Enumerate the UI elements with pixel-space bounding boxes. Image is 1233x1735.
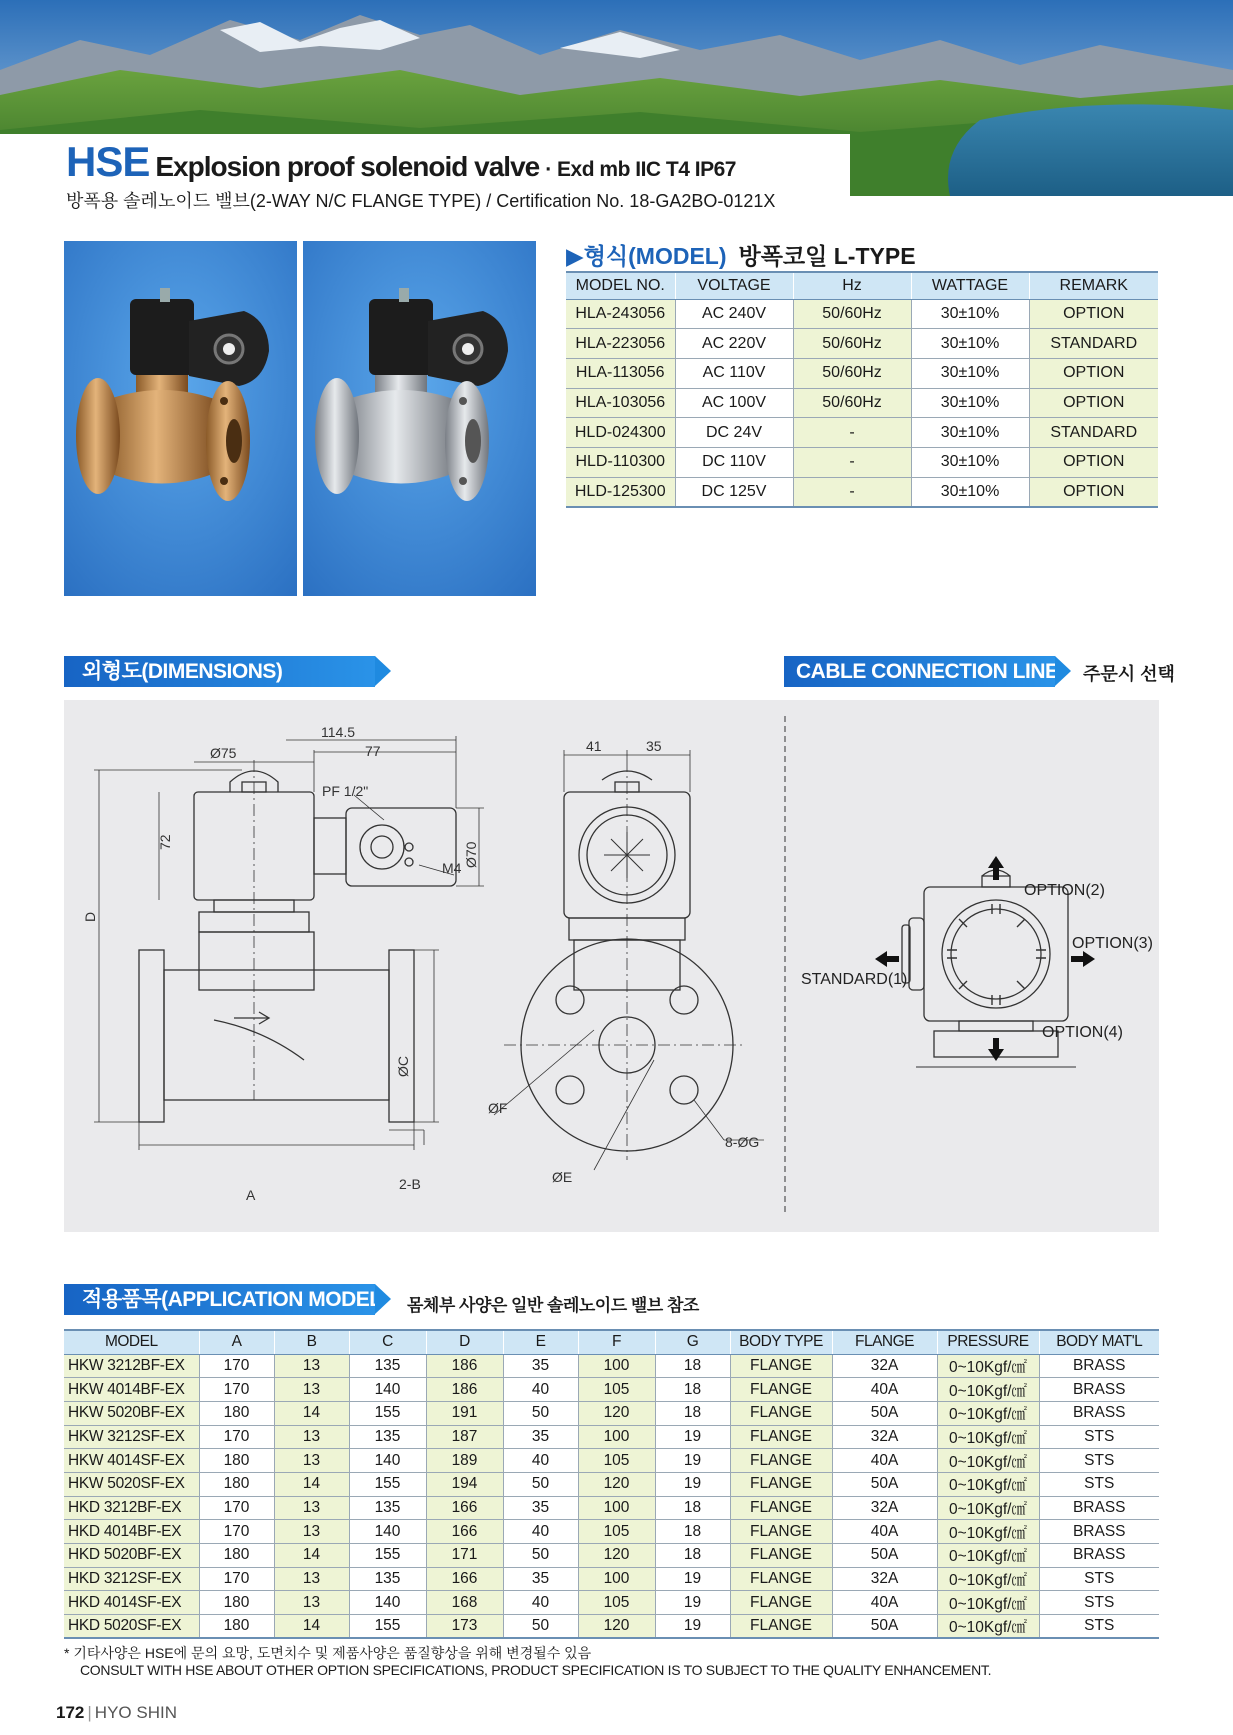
table-cell: DC 110V: [675, 447, 793, 477]
table-cell: 50/60Hz: [793, 388, 911, 418]
table-cell: -: [793, 477, 911, 507]
table-cell: AC 220V: [675, 329, 793, 359]
table-cell: HKD 5020SF-EX: [64, 1615, 199, 1639]
table-cell: 0~10Kgf/㎠: [937, 1544, 1039, 1568]
dim-a: A: [246, 1187, 256, 1203]
col-body-matl: BODY MAT'L: [1039, 1330, 1159, 1354]
table-cell: 19: [655, 1425, 730, 1449]
table-cell: 155: [349, 1472, 426, 1496]
model-heading-blue: ▶형식(MODEL): [566, 243, 727, 269]
table-cell: 30±10%: [911, 388, 1029, 418]
table-cell: HKW 5020BF-EX: [64, 1401, 199, 1425]
table-cell: AC 110V: [675, 358, 793, 388]
table-cell: AC 100V: [675, 388, 793, 418]
table-cell: 140: [349, 1378, 426, 1402]
rating-label: · Exd mb IIC T4 IP67: [545, 158, 736, 181]
table-cell: BRASS: [1039, 1378, 1159, 1402]
table-cell: 180: [199, 1615, 274, 1639]
table-cell: 170: [199, 1567, 274, 1591]
dim-df: ØF: [488, 1100, 508, 1116]
table-cell: 189: [426, 1449, 503, 1473]
product-photo: [64, 241, 536, 596]
table-cell: 40A: [832, 1591, 937, 1615]
table-cell: 40: [503, 1520, 578, 1544]
brand-name: HYO SHIN: [94, 1703, 177, 1722]
table-cell: 180: [199, 1401, 274, 1425]
col-voltage: VOLTAGE: [675, 272, 793, 299]
model-heading: [566, 238, 916, 271]
table-cell: HKW 5020SF-EX: [64, 1472, 199, 1496]
table-cell: BRASS: [1039, 1544, 1159, 1568]
table-cell: 191: [426, 1401, 503, 1425]
dim-114: 114.5: [321, 724, 355, 740]
side-view: [94, 736, 484, 1150]
table-cell: HKD 3212SF-EX: [64, 1567, 199, 1591]
dim-77: 77: [365, 743, 381, 759]
application-table-row: [64, 1496, 1159, 1520]
table-cell: 50/60Hz: [793, 358, 911, 388]
table-cell: HLA-223056: [566, 329, 675, 359]
front-view: [494, 750, 764, 1170]
table-cell: -: [793, 418, 911, 448]
table-cell: 0~10Kgf/㎠: [937, 1591, 1039, 1615]
table-cell: 35: [503, 1567, 578, 1591]
table-cell: 135: [349, 1425, 426, 1449]
model-table-row: [566, 477, 1158, 507]
table-cell: 180: [199, 1472, 274, 1496]
table-cell: BRASS: [1039, 1520, 1159, 1544]
dim-d: D: [82, 911, 98, 922]
table-cell: 166: [426, 1496, 503, 1520]
subtitle: 방폭용 솔레노이드 밸브(2-WAY N/C FLANGE TYPE) / Certification No. 18-GA2BO-0121X: [66, 191, 776, 211]
col-pressure: PRESSURE: [937, 1330, 1039, 1354]
table-cell: 35: [503, 1354, 578, 1378]
option-3-label: OPTION(3): [1072, 935, 1153, 952]
page-separator: |: [87, 1703, 92, 1722]
table-cell: 18: [655, 1401, 730, 1425]
table-cell: 30±10%: [911, 329, 1029, 359]
cable-heading: CABLE CONNECTION LINE: [784, 656, 1055, 687]
table-cell: 32A: [832, 1354, 937, 1378]
table-cell: 40A: [832, 1520, 937, 1544]
page-number: 172: [56, 1703, 85, 1722]
table-cell: FLANGE: [730, 1354, 832, 1378]
table-cell: 50A: [832, 1472, 937, 1496]
table-cell: 180: [199, 1544, 274, 1568]
model-table-header: [566, 272, 1158, 299]
table-cell: FLANGE: [730, 1378, 832, 1402]
dimension-drawing: [64, 700, 1159, 1232]
col-hz: Hz: [793, 272, 911, 299]
table-cell: 19: [655, 1472, 730, 1496]
table-cell: 32A: [832, 1425, 937, 1449]
table-cell: 187: [426, 1425, 503, 1449]
table-cell: 186: [426, 1354, 503, 1378]
table-cell: 194: [426, 1472, 503, 1496]
application-heading: 적용품목(APPLICATION MODEL): [64, 1284, 375, 1315]
table-cell: STS: [1039, 1567, 1159, 1591]
option-4-label: OPTION(4): [1042, 1024, 1123, 1041]
table-cell: 170: [199, 1354, 274, 1378]
table-cell: 140: [349, 1520, 426, 1544]
table-cell: 120: [578, 1401, 655, 1425]
table-cell: 170: [199, 1378, 274, 1402]
table-cell: FLANGE: [730, 1544, 832, 1568]
model-table-row: [566, 299, 1158, 329]
table-cell: 30±10%: [911, 447, 1029, 477]
dim-d70: Ø70: [463, 841, 479, 868]
table-cell: STS: [1039, 1615, 1159, 1639]
table-cell: 40A: [832, 1378, 937, 1402]
table-cell: 30±10%: [911, 477, 1029, 507]
table-cell: FLANGE: [730, 1567, 832, 1591]
table-cell: 155: [349, 1544, 426, 1568]
table-cell: 18: [655, 1378, 730, 1402]
table-cell: 168: [426, 1591, 503, 1615]
application-table-row: [64, 1567, 1159, 1591]
table-cell: HLD-024300: [566, 418, 675, 448]
table-cell: 100: [578, 1354, 655, 1378]
table-cell: 0~10Kgf/㎠: [937, 1520, 1039, 1544]
table-cell: 0~10Kgf/㎠: [937, 1401, 1039, 1425]
table-cell: 40A: [832, 1449, 937, 1473]
table-cell: DC 24V: [675, 418, 793, 448]
table-cell: 50A: [832, 1401, 937, 1425]
col-model: MODEL: [64, 1330, 199, 1354]
table-cell: 13: [274, 1567, 349, 1591]
col-remark: REMARK: [1029, 272, 1158, 299]
table-cell: HKW 4014BF-EX: [64, 1378, 199, 1402]
table-cell: 30±10%: [911, 358, 1029, 388]
table-cell: 18: [655, 1520, 730, 1544]
table-cell: 0~10Kgf/㎠: [937, 1378, 1039, 1402]
table-cell: 35: [503, 1425, 578, 1449]
dim-72: 72: [157, 834, 173, 850]
table-cell: 13: [274, 1591, 349, 1615]
table-cell: 105: [578, 1591, 655, 1615]
dim-35: 35: [646, 738, 662, 754]
table-cell: FLANGE: [730, 1520, 832, 1544]
table-cell: 120: [578, 1615, 655, 1639]
table-cell: 18: [655, 1354, 730, 1378]
table-cell: FLANGE: [730, 1591, 832, 1615]
col-g: G: [655, 1330, 730, 1354]
application-table-row: [64, 1378, 1159, 1402]
table-cell: HLA-243056: [566, 299, 675, 329]
table-cell: FLANGE: [730, 1449, 832, 1473]
page-title: [66, 138, 736, 186]
col-d: D: [426, 1330, 503, 1354]
table-cell: 140: [349, 1449, 426, 1473]
product-name: Explosion proof solenoid valve: [155, 151, 540, 182]
table-cell: 105: [578, 1449, 655, 1473]
table-cell: 135: [349, 1496, 426, 1520]
table-cell: 100: [578, 1425, 655, 1449]
table-cell: DC 125V: [675, 477, 793, 507]
table-cell: HLD-110300: [566, 447, 675, 477]
application-table-row: [64, 1520, 1159, 1544]
model-table: [566, 271, 1158, 508]
table-cell: BRASS: [1039, 1496, 1159, 1520]
model-table-row: [566, 388, 1158, 418]
table-cell: 0~10Kgf/㎠: [937, 1496, 1039, 1520]
table-cell: 40: [503, 1449, 578, 1473]
table-cell: 50/60Hz: [793, 329, 911, 359]
table-cell: OPTION: [1029, 358, 1158, 388]
table-cell: 100: [578, 1567, 655, 1591]
table-cell: 13: [274, 1496, 349, 1520]
model-table-row: [566, 418, 1158, 448]
dim-pf: PF 1/2": [322, 783, 369, 799]
table-cell: 32A: [832, 1567, 937, 1591]
application-table: [64, 1329, 1159, 1639]
col-body-type: BODY TYPE: [730, 1330, 832, 1354]
table-cell: -: [793, 447, 911, 477]
table-cell: 170: [199, 1496, 274, 1520]
option-2-label: OPTION(2): [1024, 882, 1105, 899]
table-cell: STS: [1039, 1449, 1159, 1473]
page-footer: [56, 1703, 177, 1723]
table-cell: 30±10%: [911, 418, 1029, 448]
dim-dc: ØC: [395, 1056, 411, 1077]
series-name: HSE: [66, 138, 150, 185]
dim-41: 41: [586, 738, 602, 754]
table-cell: OPTION: [1029, 447, 1158, 477]
table-cell: FLANGE: [730, 1496, 832, 1520]
table-cell: 135: [349, 1354, 426, 1378]
table-cell: 0~10Kgf/㎠: [937, 1615, 1039, 1639]
table-cell: 14: [274, 1401, 349, 1425]
table-cell: 18: [655, 1496, 730, 1520]
col-flange: FLANGE: [832, 1330, 937, 1354]
table-cell: 50: [503, 1472, 578, 1496]
table-cell: HKD 4014SF-EX: [64, 1591, 199, 1615]
table-cell: 170: [199, 1520, 274, 1544]
table-cell: 0~10Kgf/㎠: [937, 1567, 1039, 1591]
table-cell: HLA-103056: [566, 388, 675, 418]
table-cell: 166: [426, 1567, 503, 1591]
col-e: E: [503, 1330, 578, 1354]
table-cell: 13: [274, 1378, 349, 1402]
table-cell: 50: [503, 1401, 578, 1425]
table-cell: 100: [578, 1496, 655, 1520]
table-cell: 40: [503, 1378, 578, 1402]
dim-de: ØE: [552, 1169, 573, 1185]
table-cell: OPTION: [1029, 477, 1158, 507]
table-cell: 171: [426, 1544, 503, 1568]
table-cell: 170: [199, 1425, 274, 1449]
table-cell: HLD-125300: [566, 477, 675, 507]
col-wattage: WATTAGE: [911, 272, 1029, 299]
table-cell: 0~10Kgf/㎠: [937, 1449, 1039, 1473]
footnote-english: CONSULT WITH HSE ABOUT OTHER OPTION SPECIFICATIONS, PRODUCT SPECIFICATION IS TO SUBJECT TO THE QUALITY ENHANCEMENT.: [80, 1662, 992, 1678]
table-cell: 180: [199, 1591, 274, 1615]
col-f: F: [578, 1330, 655, 1354]
table-cell: 50/60Hz: [793, 299, 911, 329]
table-cell: 32A: [832, 1496, 937, 1520]
table-cell: OPTION: [1029, 388, 1158, 418]
model-table-row: [566, 447, 1158, 477]
dim-2b: 2-B: [399, 1176, 421, 1192]
table-cell: 13: [274, 1449, 349, 1473]
model-table-row: [566, 329, 1158, 359]
table-cell: STANDARD: [1029, 329, 1158, 359]
model-heading-black: 방폭코일 L-TYPE: [738, 243, 916, 269]
table-cell: BRASS: [1039, 1354, 1159, 1378]
table-cell: 0~10Kgf/㎠: [937, 1425, 1039, 1449]
application-table-header: [64, 1330, 1159, 1354]
table-cell: 13: [274, 1520, 349, 1544]
table-cell: 30±10%: [911, 299, 1029, 329]
table-cell: 14: [274, 1544, 349, 1568]
model-table-row: [566, 358, 1158, 388]
table-cell: 13: [274, 1425, 349, 1449]
col-b: B: [274, 1330, 349, 1354]
table-cell: HKW 4014SF-EX: [64, 1449, 199, 1473]
table-cell: 140: [349, 1591, 426, 1615]
application-note: 몸체부 사양은 일반 솔레노이드 밸브 참조: [407, 1296, 699, 1315]
table-cell: 19: [655, 1615, 730, 1639]
table-cell: HKW 3212SF-EX: [64, 1425, 199, 1449]
table-cell: STANDARD: [1029, 418, 1158, 448]
table-cell: 105: [578, 1378, 655, 1402]
table-cell: FLANGE: [730, 1401, 832, 1425]
table-cell: FLANGE: [730, 1425, 832, 1449]
table-cell: 19: [655, 1567, 730, 1591]
col-c: C: [349, 1330, 426, 1354]
application-table-row: [64, 1425, 1159, 1449]
cable-note: 주문시 선택: [1083, 664, 1175, 684]
table-cell: OPTION: [1029, 299, 1158, 329]
table-cell: 19: [655, 1591, 730, 1615]
dimensions-heading: 외형도(DIMENSIONS): [64, 656, 375, 687]
table-cell: 50A: [832, 1615, 937, 1639]
table-cell: 0~10Kgf/㎠: [937, 1472, 1039, 1496]
application-table-row: [64, 1615, 1159, 1639]
table-cell: STS: [1039, 1425, 1159, 1449]
table-cell: HLA-113056: [566, 358, 675, 388]
table-cell: 120: [578, 1544, 655, 1568]
table-cell: 18: [655, 1544, 730, 1568]
table-cell: 35: [503, 1496, 578, 1520]
table-cell: 14: [274, 1472, 349, 1496]
table-cell: BRASS: [1039, 1401, 1159, 1425]
standard-1-label: STANDARD(1): [801, 971, 908, 988]
table-cell: 186: [426, 1378, 503, 1402]
table-cell: HKD 4014BF-EX: [64, 1520, 199, 1544]
table-cell: 105: [578, 1520, 655, 1544]
footnote-korean: * 기타사양은 HSE에 문의 요망, 도면치수 및 제품사양은 품질향상을 위해 변경될수 있음: [64, 1645, 592, 1661]
table-cell: FLANGE: [730, 1615, 832, 1639]
table-cell: 50: [503, 1615, 578, 1639]
table-cell: STS: [1039, 1591, 1159, 1615]
table-cell: 50: [503, 1544, 578, 1568]
table-cell: 180: [199, 1449, 274, 1473]
table-cell: 40: [503, 1591, 578, 1615]
table-cell: 155: [349, 1401, 426, 1425]
dim-8g: 8-ØG: [725, 1134, 760, 1150]
table-cell: STS: [1039, 1472, 1159, 1496]
application-table-row: [64, 1401, 1159, 1425]
application-table-row: [64, 1591, 1159, 1615]
table-cell: AC 240V: [675, 299, 793, 329]
table-cell: 120: [578, 1472, 655, 1496]
table-cell: 50A: [832, 1544, 937, 1568]
application-table-row: [64, 1472, 1159, 1496]
table-cell: 166: [426, 1520, 503, 1544]
table-cell: 19: [655, 1449, 730, 1473]
table-cell: 135: [349, 1567, 426, 1591]
table-cell: 173: [426, 1615, 503, 1639]
table-cell: 14: [274, 1615, 349, 1639]
table-cell: 155: [349, 1615, 426, 1639]
table-cell: HKD 5020BF-EX: [64, 1544, 199, 1568]
table-cell: FLANGE: [730, 1472, 832, 1496]
table-cell: HKD 3212BF-EX: [64, 1496, 199, 1520]
dim-m4: M4: [442, 860, 462, 876]
table-cell: 0~10Kgf/㎠: [937, 1354, 1039, 1378]
dim-d75: Ø75: [210, 745, 237, 761]
col-a: A: [199, 1330, 274, 1354]
application-table-row: [64, 1544, 1159, 1568]
table-cell: 13: [274, 1354, 349, 1378]
col-model-no: MODEL NO.: [566, 272, 675, 299]
application-table-row: [64, 1354, 1159, 1378]
table-cell: HKW 3212BF-EX: [64, 1354, 199, 1378]
application-table-row: [64, 1449, 1159, 1473]
